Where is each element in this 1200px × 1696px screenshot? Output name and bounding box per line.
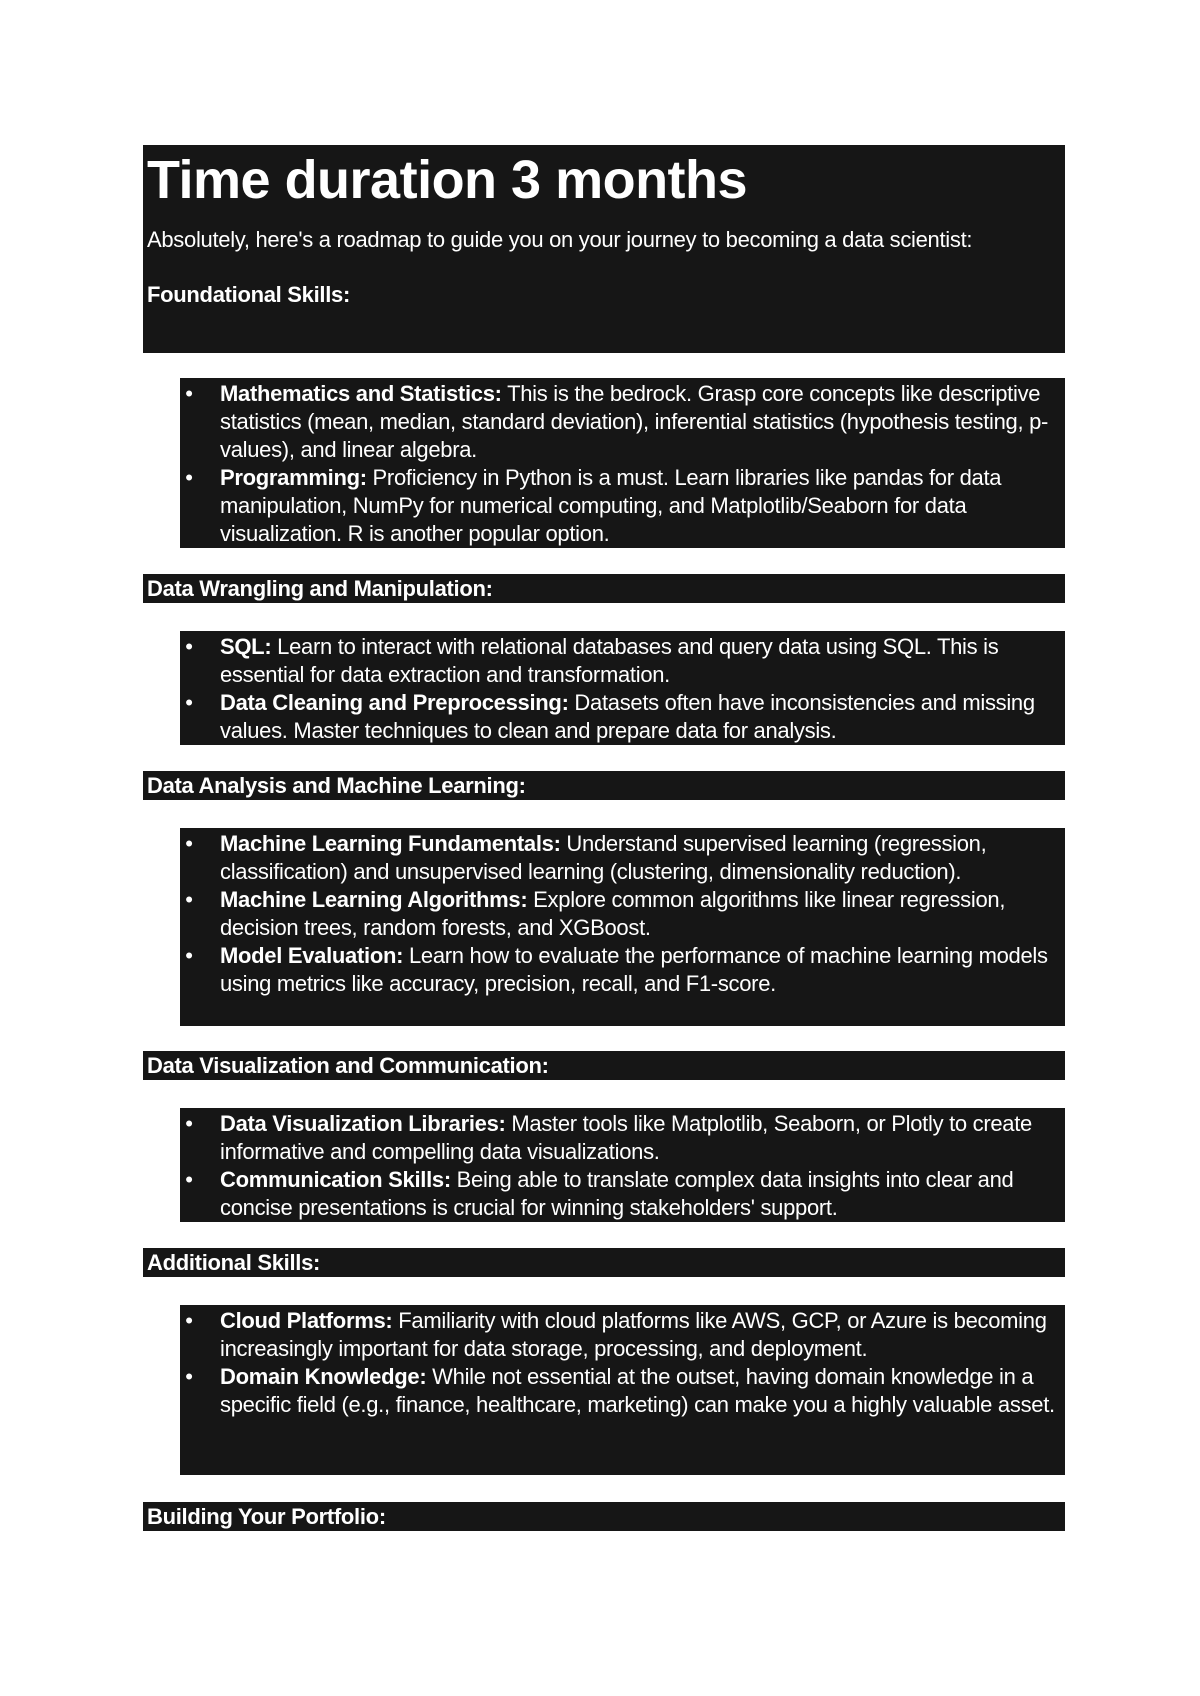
item-text: Familiarity with cloud platforms like AWS, GCP, or Azure is becoming increasingly important for data storage, processing, and deployment. bbox=[220, 1308, 1047, 1361]
section-heading-foundational-skills: Foundational Skills: bbox=[147, 282, 351, 307]
bullet-icon: • bbox=[185, 465, 193, 490]
list-item bbox=[180, 380, 1065, 464]
list-item bbox=[180, 886, 1065, 942]
item-term: Data Cleaning and Preprocessing: bbox=[220, 690, 569, 715]
item-text: Learn to interact with relational databases and query data using SQL. This is essential for data extraction and transformation. bbox=[220, 634, 999, 687]
bullet-icon: • bbox=[185, 943, 193, 968]
bullet-icon: • bbox=[185, 1111, 193, 1136]
section-heading-data-analysis: Data Analysis and Machine Learning: bbox=[143, 771, 1065, 800]
title-block bbox=[143, 145, 1065, 353]
item-term: Machine Learning Fundamentals: bbox=[220, 831, 561, 856]
item-text: Datasets often have inconsistencies and missing values. Master techniques to clean and prepare data for analysis. bbox=[220, 690, 1035, 743]
list-item bbox=[180, 830, 1065, 886]
list-item bbox=[180, 689, 1065, 745]
item-term: Machine Learning Algorithms: bbox=[220, 887, 528, 912]
item-text: Master tools like Matplotlib, Seaborn, or Plotly to create informative and compelling data visualizations. bbox=[220, 1111, 1032, 1164]
bullet-icon: • bbox=[185, 831, 193, 856]
bullet-icon: • bbox=[185, 690, 193, 715]
item-term: Data Visualization Libraries: bbox=[220, 1111, 506, 1136]
item-text: Explore common algorithms like linear regression, decision trees, random forests, and XGBoost. bbox=[220, 887, 1006, 940]
list-foundational-skills bbox=[180, 378, 1065, 548]
list-data-wrangling bbox=[180, 631, 1065, 745]
bullet-icon: • bbox=[185, 1167, 193, 1192]
list-item bbox=[180, 633, 1065, 689]
bullet-icon: • bbox=[185, 1308, 193, 1333]
list-data-visualization bbox=[180, 1108, 1065, 1222]
item-term: Programming: bbox=[220, 465, 367, 490]
list-additional-skills bbox=[180, 1305, 1065, 1475]
list-item bbox=[180, 464, 1065, 548]
list-item bbox=[180, 1110, 1065, 1166]
bullet-icon: • bbox=[185, 1364, 193, 1389]
section-heading-building-portfolio: Building Your Portfolio: bbox=[143, 1502, 1065, 1531]
bullet-icon: • bbox=[185, 634, 193, 659]
item-term: SQL: bbox=[220, 634, 272, 659]
item-text: Understand supervised learning (regression, classification) and unsupervised learning (clustering, dimensionality reduction). bbox=[220, 831, 987, 884]
item-text: This is the bedrock. Grasp core concepts like descriptive statistics (mean, median, standard deviation), inferential statistics (hypothesis testing, p-values), and linear algebra. bbox=[220, 381, 1049, 462]
list-item bbox=[180, 1166, 1065, 1222]
bullet-icon: • bbox=[185, 887, 193, 912]
list-item bbox=[180, 1363, 1065, 1419]
section-heading-data-wrangling: Data Wrangling and Manipulation: bbox=[143, 574, 1065, 603]
item-text: Learn how to evaluate the performance of machine learning models using metrics like accuracy, precision, recall, and F1-score. bbox=[220, 943, 1048, 996]
list-data-analysis bbox=[180, 828, 1065, 1026]
item-text: Proficiency in Python is a must. Learn libraries like pandas for data manipulation, NumPy for numerical computing, and Matplotlib/Seaborn for data visualization. R is another popular option. bbox=[220, 465, 1002, 546]
item-term: Domain Knowledge: bbox=[220, 1364, 427, 1389]
item-term: Mathematics and Statistics: bbox=[220, 381, 502, 406]
list-item bbox=[180, 942, 1065, 998]
item-term: Communication Skills: bbox=[220, 1167, 451, 1192]
bullet-icon: • bbox=[185, 381, 193, 406]
section-heading-additional-skills: Additional Skills: bbox=[143, 1248, 1065, 1277]
item-text: Being able to translate complex data insights into clear and concise presentations is crucial for winning stakeholders' support. bbox=[220, 1167, 1014, 1220]
intro-paragraph: Absolutely, here's a roadmap to guide you on your journey to becoming a data scientist: bbox=[147, 227, 973, 252]
item-term: Model Evaluation: bbox=[220, 943, 404, 968]
item-text: While not essential at the outset, having domain knowledge in a specific field (e.g., finance, healthcare, marketing) can make you a highly valuable asset. bbox=[220, 1364, 1055, 1417]
list-item bbox=[180, 1307, 1065, 1363]
item-term: Cloud Platforms: bbox=[220, 1308, 393, 1333]
page-title: Time duration 3 months bbox=[147, 150, 748, 210]
section-heading-data-visualization: Data Visualization and Communication: bbox=[143, 1051, 1065, 1080]
